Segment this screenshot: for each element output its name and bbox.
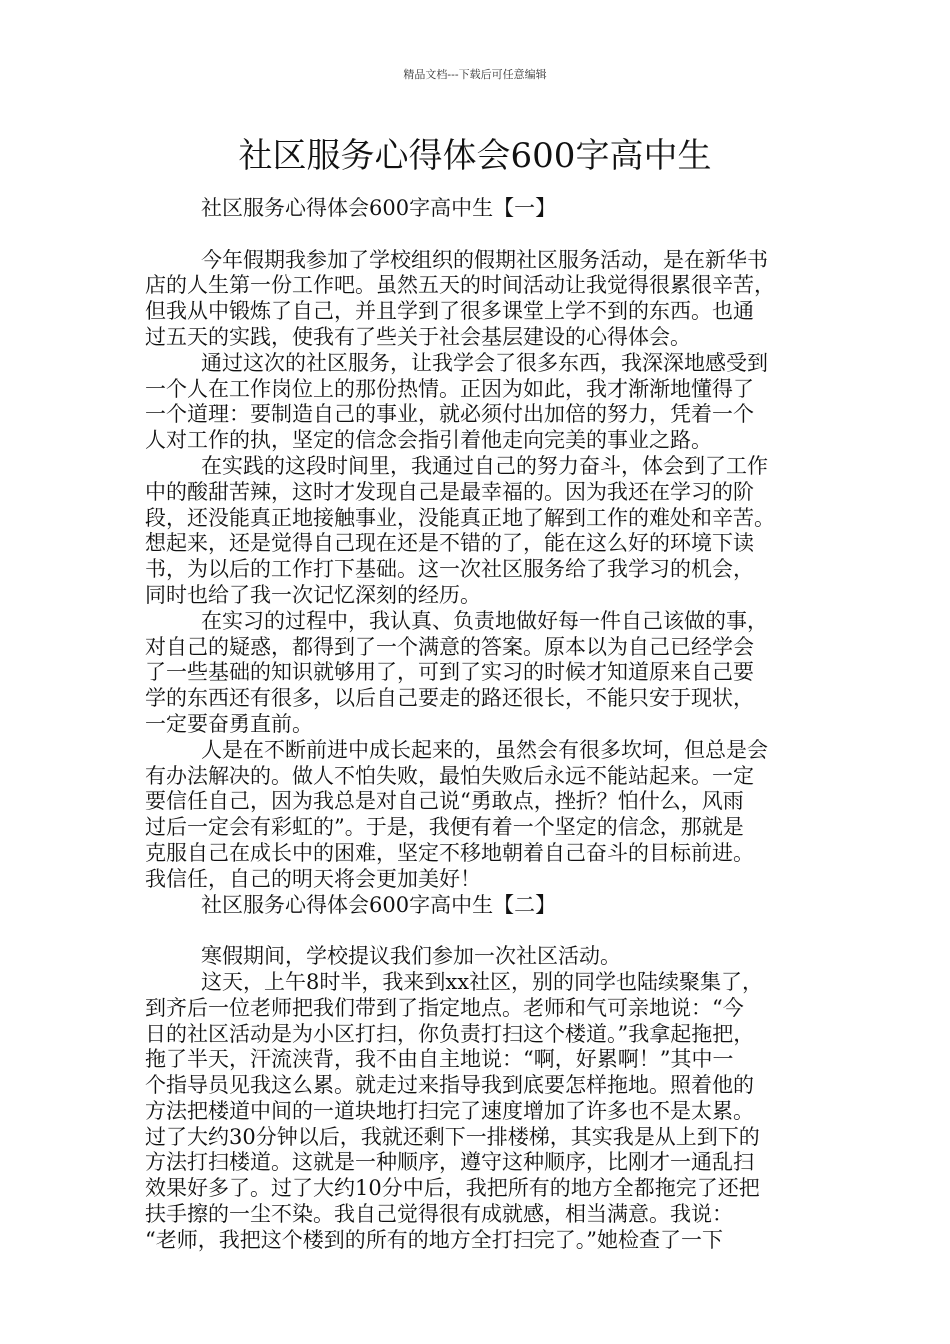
text-line: 但我从中锻炼了自己，并且学到了很多课堂上学不到的东西。也通 — [145, 299, 754, 324]
text-line: “老师，我把这个楼到的所有的地方全打扫完了。”她检查了一下 — [145, 1227, 723, 1252]
text-line: 一个道理：要制造自己的事业，就必须付出加倍的努力，凭着一个 — [145, 402, 754, 427]
text-line: 克服自己在成长中的困难，坚定不移地朝着自己奋斗的目标前进。 — [145, 840, 754, 865]
text-line: 有办法解决的。做人不怕失败，最怕失败后永远不能站起来。一定 — [145, 763, 754, 788]
text-line: 学的东西还有很多，以后自己要走的路还很长，不能只安于现状， — [145, 686, 754, 711]
text-line: 中的酸甜苦辣，这时才发现自己是最幸福的。因为我还在学习的阶 — [145, 479, 754, 504]
text-line: 书，为以后的工作打下基础。这一次社区服务给了我学习的机会， — [145, 557, 754, 582]
text-line: 日的社区活动是为小区打扫，你负责打扫这个楼道。”我拿起拖把， — [145, 1021, 755, 1046]
text-line: 扶手擦的一尘不染。我自己觉得很有成就感，相当满意。我说： — [145, 1202, 733, 1227]
text-line: 过后一定会有彩虹的”。于是，我便有着一个坚定的信念，那就是 — [145, 815, 744, 840]
blank-line — [145, 222, 810, 248]
blank-line — [145, 918, 810, 944]
text-line: 通过这次的社区服务，让我学会了很多东西，我深深地感受到 — [201, 350, 768, 375]
text-line: 一定要奋勇直前。 — [145, 711, 313, 736]
text-line: 过了大约30分钟以后，我就还剩下一排楼梯，其实我是从上到下的 — [145, 1124, 760, 1149]
text-line: 要信任自己，因为我总是对自己说“勇敢点，挫折？怕什么，风雨 — [145, 789, 744, 814]
text-line: 我信任，自己的明天将会更加美好！ — [145, 866, 481, 891]
text-line: 同时也给了我一次记忆深刻的经历。 — [145, 582, 481, 607]
text-line: 寒假期间，学校提议我们参加一次社区活动。 — [201, 944, 621, 969]
page-title: 社区服务心得体会600字高中生 — [238, 136, 712, 176]
text-line: 方法打扫楼道。这就是一种顺序，遵守这种顺序，比刚才一通乱扫 — [145, 1150, 754, 1175]
header-note: 精品文档---下载后可任意编辑 — [403, 68, 547, 81]
text-line: 想起来，还是觉得自己现在还是不错的了，能在这么好的环境下读 — [145, 531, 754, 556]
text-line: 段，还没能真正地接触事业，没能真正地了解到工作的难处和辛苦。 — [145, 505, 775, 530]
text-line: 在实践的这段时间里，我通过自己的努力奋斗，体会到了工作 — [201, 453, 768, 478]
text-line: 社区服务心得体会600字高中生【一】 — [201, 196, 557, 220]
text-line: 个指导员见我这么累。就走过来指导我到底要怎样拖地。照着他的 — [145, 1073, 754, 1098]
text-line: 在实习的过程中，我认真、负责地做好每一件自己该做的事， — [201, 608, 768, 633]
document-body — [145, 196, 810, 1254]
text-line: 店的人生第一份工作吧。虽然五天的时间活动让我觉得很累很辛苦， — [145, 273, 775, 298]
text-line: 方法把楼道中间的一道块地打扫完了速度增加了许多也不是太累。 — [145, 1098, 754, 1123]
text-line: 社区服务心得体会600字高中生【二】 — [201, 892, 557, 917]
text-line: 一个人在工作岗位上的那份热情。正因为如此，我才渐渐地懂得了 — [145, 376, 754, 401]
text-line: 今年假期我参加了学校组织的假期社区服务活动，是在新华书 — [201, 247, 768, 272]
text-line: 对自己的疑惑，都得到了一个满意的答案。原本以为自己已经学会 — [145, 634, 754, 659]
text-line: 到齐后一位老师把我们带到了指定地点。老师和气可亲地说：“今 — [145, 995, 744, 1020]
text-line: 人是在不断前进中成长起来的，虽然会有很多坎坷，但总是会 — [201, 737, 768, 762]
text-line: 拖了半天，汗流浃背，我不由自主地说：“啊，好累啊！”其中一 — [145, 1047, 734, 1072]
text-line: 过五天的实践，使我有了些关于社会基层建设的心得体会。 — [145, 324, 691, 349]
text-line: 这天，上午8时半，我来到xx社区，别的同学也陆续聚集了， — [201, 969, 764, 994]
text-line: 人对工作的执，坚定的信念会指引着他走向完美的事业之路。 — [145, 428, 712, 453]
text-line: 效果好多了。过了大约10分中后，我把所有的地方全都拖完了还把 — [145, 1176, 760, 1201]
text-line: 了一些基础的知识就够用了，可到了实习的时候才知道原来自己要 — [145, 660, 754, 685]
